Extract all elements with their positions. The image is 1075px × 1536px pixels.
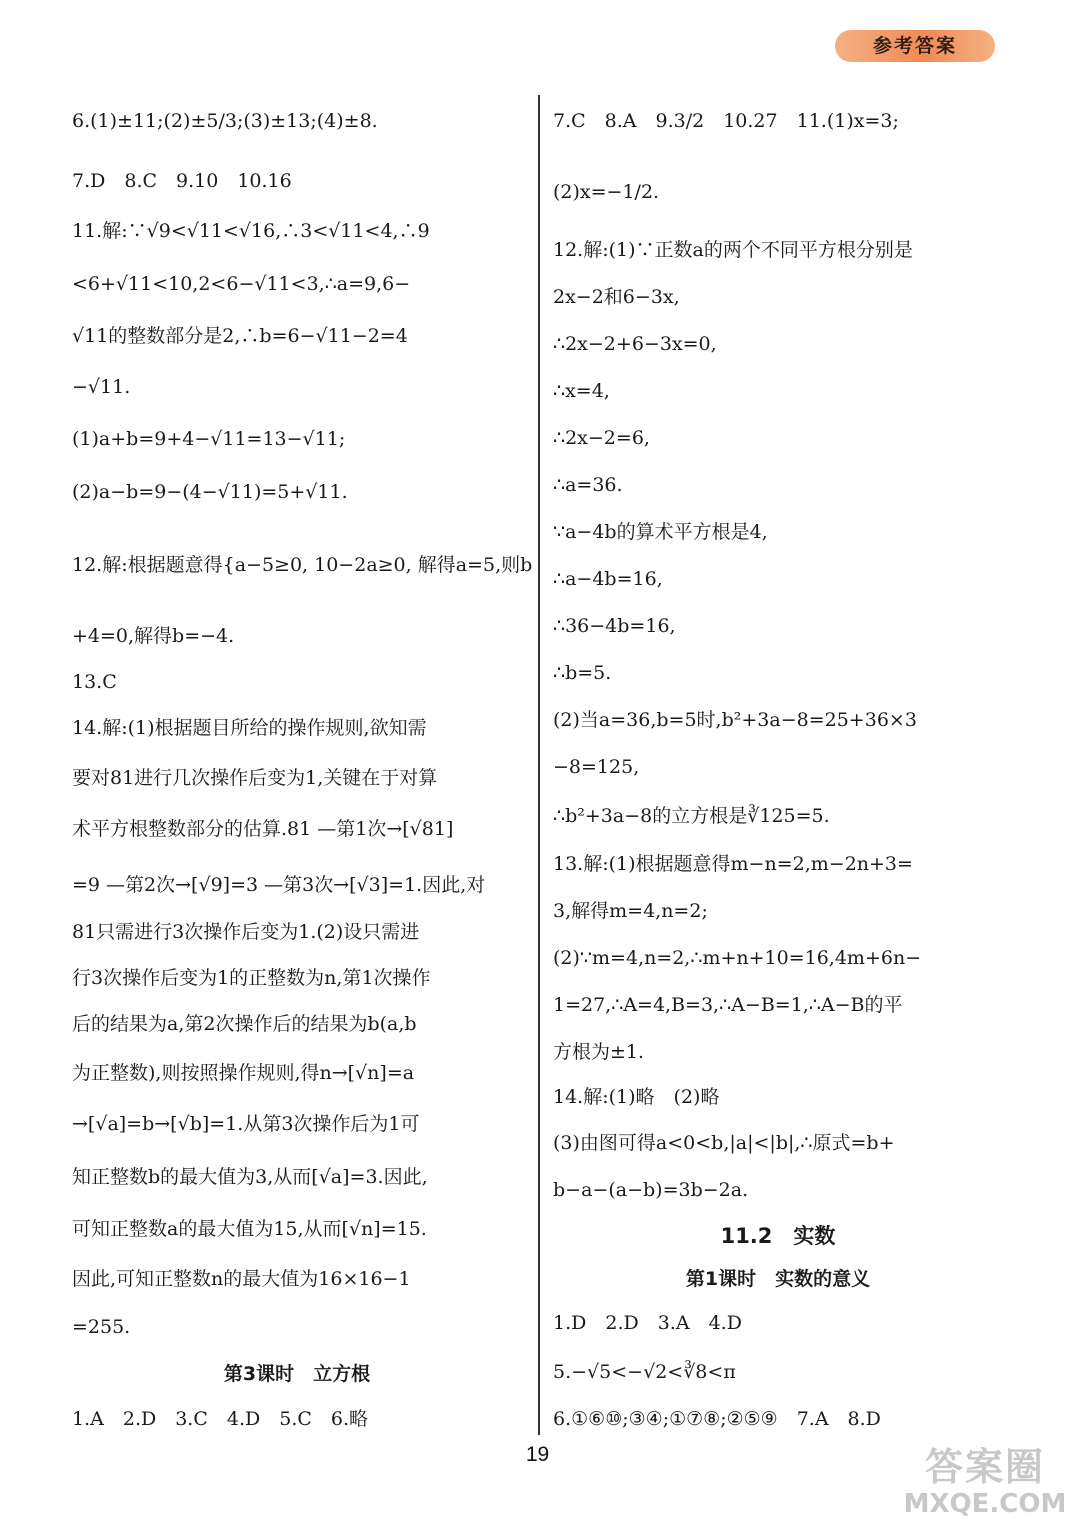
text-line: ∴2x−2+6−3x=0, xyxy=(553,333,717,355)
column-divider xyxy=(538,95,540,1435)
text-line: 为正整数),则按照操作规则,得n→[√n]=a xyxy=(72,1062,415,1084)
text-line: (2)x=−1/2. xyxy=(553,181,660,203)
text-line: (2)a−b=9−(4−√11)=5+√11. xyxy=(72,481,348,503)
text-line: 5.−√5<−√2<∛8<π xyxy=(553,1361,736,1383)
text-line: 行3次操作后变为1的正整数为n,第1次操作 xyxy=(72,967,431,989)
text-line: ∴b²+3a−8的立方根是∛125=5. xyxy=(553,805,830,827)
text-line: √11的整数部分是2,∴b=6−√11−2=4 xyxy=(72,325,408,347)
text-line: <6+√11<10,2<6−√11<3,∴a=9,6− xyxy=(72,273,411,295)
text-line: −√11. xyxy=(72,376,131,398)
watermark-url: MXQE.COM xyxy=(903,1489,1067,1519)
text-line: 6.(1)±11;(2)±5/3;(3)±13;(4)±8. xyxy=(72,110,378,132)
text-line: (2)∵m=4,n=2,∴m+n+10=16,4m+6n− xyxy=(553,947,922,969)
text-line: =9 —第2次→[√9]=3 —第3次→[√3]=1.因此,对 xyxy=(72,874,486,896)
text-line: 14.解:(1)略 (2)略 xyxy=(553,1086,720,1108)
answer-key-badge: 参考答案 xyxy=(835,30,995,62)
text-line: ∴b=5. xyxy=(553,662,612,684)
text-line: 要对81进行几次操作后变为1,关键在于对算 xyxy=(72,767,438,789)
text-line: 2x−2和6−3x, xyxy=(553,286,680,308)
text-line: 14.解:(1)根据题目所给的操作规则,欲知需 xyxy=(72,717,427,739)
text-line: −8=125, xyxy=(553,756,640,778)
text-line: b−a−(a−b)=3b−2a. xyxy=(553,1179,749,1201)
section-subheading: 第1课时 实数的意义 xyxy=(685,1268,871,1290)
text-line: 后的结果为a,第2次操作后的结果为b(a,b xyxy=(72,1013,417,1035)
text-line: 6.①⑥⑩;③④;①⑦⑧;②⑤⑨ 7.A 8.D xyxy=(553,1408,881,1430)
text-line: 方根为±1. xyxy=(553,1041,645,1063)
text-line: 12.解:根据题意得{a−5≥0, 10−2a≥0, 解得a=5,则b xyxy=(72,554,533,576)
text-line: 7.C 8.A 9.3/2 10.27 11.(1)x=3; xyxy=(553,110,899,132)
text-line: ∴a−4b=16, xyxy=(553,568,663,590)
text-line: 术平方根整数部分的估算.81 —第1次→[√81] xyxy=(72,818,454,840)
text-line: 13.C xyxy=(72,671,117,693)
text-line: ∴a=36. xyxy=(553,474,623,496)
text-line: 可知正整数a的最大值为15,从而[√n]=15. xyxy=(72,1218,427,1240)
text-line: 1.A 2.D 3.C 4.D 5.C 6.略 xyxy=(72,1408,369,1430)
text-line: ∴2x−2=6, xyxy=(553,427,650,449)
text-line: ∴x=4, xyxy=(553,380,610,402)
text-line: ∵a−4b的算术平方根是4, xyxy=(553,521,768,543)
section-subheading: 第3课时 立方根 xyxy=(223,1363,371,1385)
text-line: (1)a+b=9+4−√11=13−√11; xyxy=(72,428,346,450)
watermark-logo-text: 答案圈 xyxy=(924,1445,1045,1489)
watermark xyxy=(900,1445,1070,1530)
text-line: 11.解:∵√9<√11<√16,∴3<√11<4,∴9 xyxy=(72,220,430,242)
text-line: (2)当a=36,b=5时,b²+3a−8=25+36×3 xyxy=(553,709,917,731)
text-line: →[√a]=b→[√b]=1.从第3次操作后为1可 xyxy=(72,1113,420,1135)
text-line: 1.D 2.D 3.A 4.D xyxy=(553,1312,742,1334)
text-line: (3)由图可得a<0<b,|a|<|b|,∴原式=b+ xyxy=(553,1132,895,1154)
text-line: 12.解:(1)∵正数a的两个不同平方根分别是 xyxy=(553,239,913,261)
text-line: 81只需进行3次操作后变为1.(2)设只需进 xyxy=(72,921,420,943)
section-heading: 11.2 实数 xyxy=(720,1224,836,1248)
text-line: 因此,可知正整数n的最大值为16×16−1 xyxy=(72,1268,411,1290)
text-line: 3,解得m=4,n=2; xyxy=(553,900,708,922)
text-line: 1=27,∴A=4,B=3,∴A−B=1,∴A−B的平 xyxy=(553,994,903,1016)
text-line: 7.D 8.C 9.10 10.16 xyxy=(72,170,292,192)
text-line: ∴36−4b=16, xyxy=(553,615,676,637)
text-line: 13.解:(1)根据题意得m−n=2,m−2n+3= xyxy=(553,853,913,875)
text-line: 知正整数b的最大值为3,从而[√a]=3.因此, xyxy=(72,1166,428,1188)
page-number: 19 xyxy=(525,1443,550,1466)
text-line: +4=0,解得b=−4. xyxy=(72,625,235,647)
text-line: =255. xyxy=(72,1316,131,1338)
